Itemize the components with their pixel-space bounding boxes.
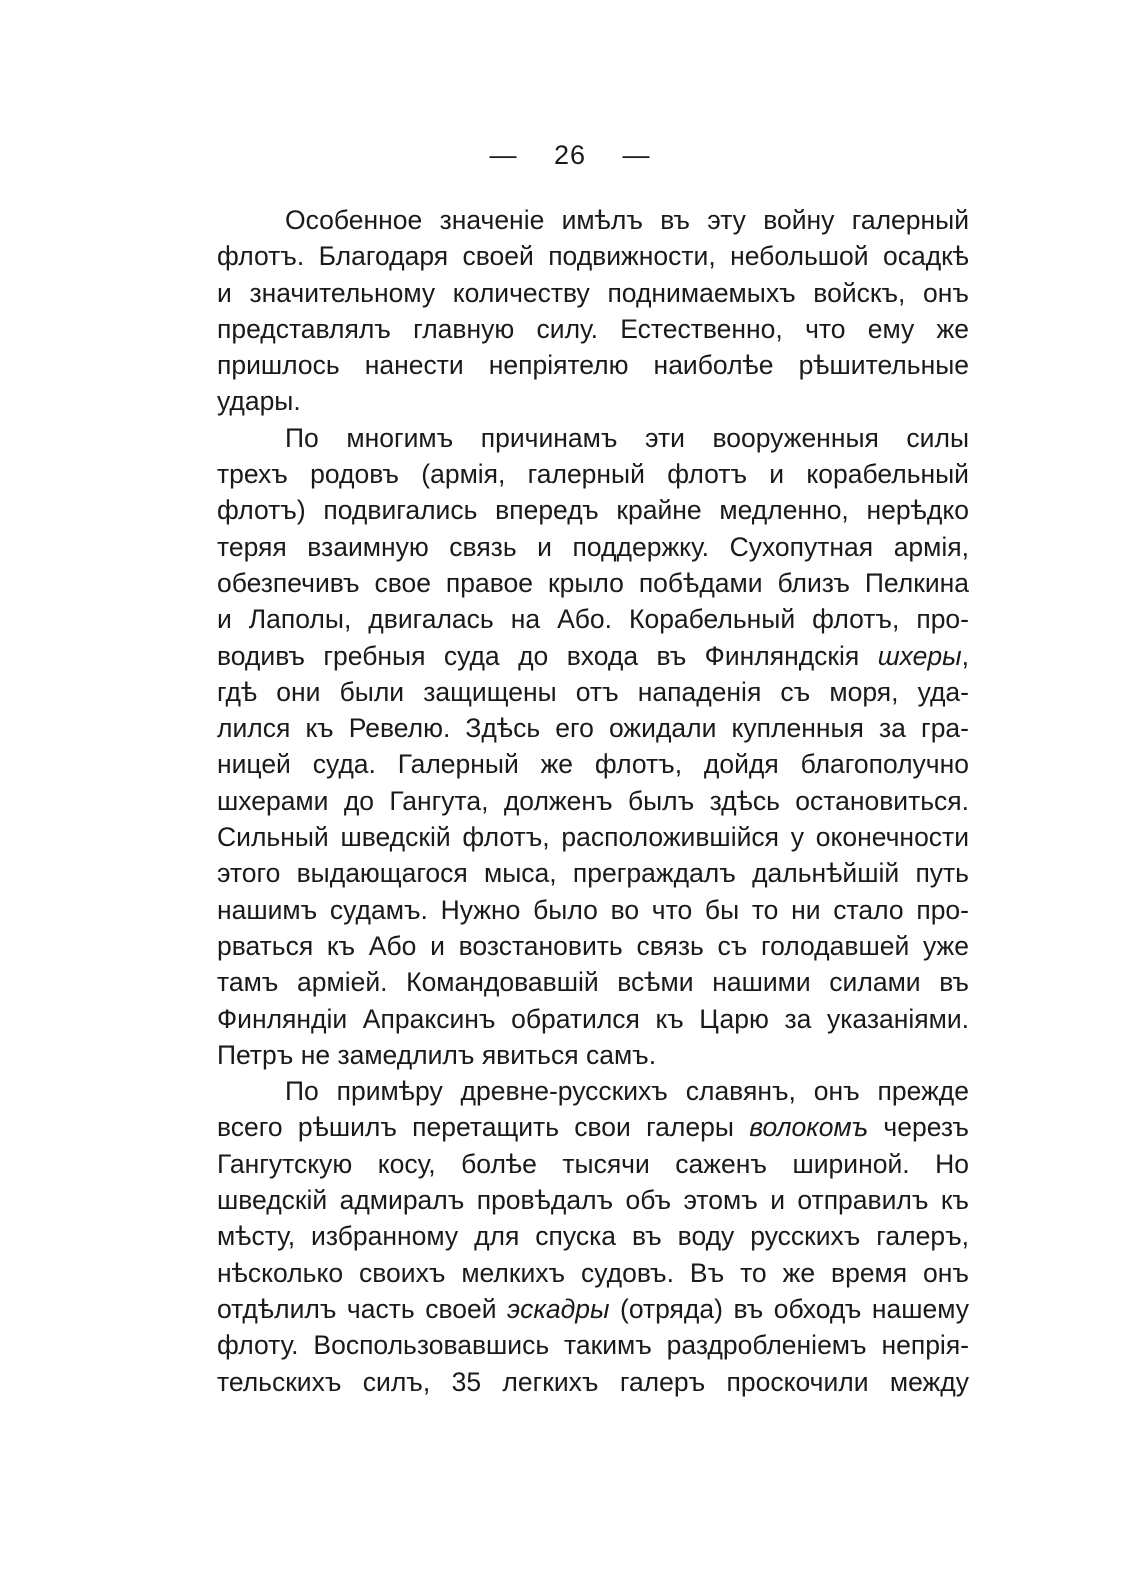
text-run: отдѣлилъ часть своей <box>217 1293 508 1324</box>
text-line: Финляндіи Апраксинъ обратился къ Царю за указаніями. <box>217 1003 969 1034</box>
text-line: и значительному количеству поднимаемыхъ войскъ, онъ <box>217 277 969 308</box>
text-line: и Лаполы, двигалась на Або. Корабельный флотъ, про- <box>217 604 969 635</box>
text-line: Петръ не замедлилъ явиться самъ. <box>217 1039 657 1070</box>
page-number-value: 26 <box>553 140 587 170</box>
page-number-dash-right: — <box>622 140 651 170</box>
text-line: нѣсколько своихъ мелкихъ судовъ. Въ то же время онъ <box>217 1257 969 1288</box>
text-line: Особенное значеніе имѣлъ въ эту войну галерный <box>285 205 969 235</box>
text-run: черезъ <box>868 1112 969 1143</box>
italic-term-volokom: волокомъ <box>749 1112 869 1143</box>
text-line: Гангутскую косу, болѣе тысячи саженъ шириной. Но <box>217 1148 969 1179</box>
text-line: тамъ арміей. Командовавшій всѣми нашими силами въ <box>217 967 969 998</box>
italic-term-shkhery: шхеры <box>877 640 962 671</box>
text-line-with-italic <box>217 1109 969 1145</box>
text-run: (отряда) въ обходъ нашему <box>609 1293 969 1324</box>
text-line: теряя взаимную связь и поддержку. Сухопутная армія, <box>217 531 969 562</box>
text-line: нашимъ судамъ. Нужно было во что бы то ни стало про- <box>217 894 969 925</box>
text-run: , <box>961 640 969 671</box>
text-line: рваться къ Або и возстановить связь съ голодавшей уже <box>217 930 969 961</box>
text-run: всего рѣшилъ перетащить свои галеры <box>217 1112 750 1143</box>
text-line: флотъ) подвигались впередъ крайне медленно, нерѣдко <box>217 495 969 526</box>
text-line: трехъ родовъ (армія, галерный флотъ и корабельный <box>217 459 969 490</box>
text-line: По примѣру древне-русскихъ славянъ, онъ прежде <box>285 1076 969 1107</box>
text-line: шхерами до Гангута, долженъ былъ здѣсь остановиться. <box>217 785 969 816</box>
text-line: этого выдающагося мыса, преграждалъ дальнѣйшій путь <box>217 858 969 889</box>
text-line: По многимъ причинамъ эти вооруженныя силы <box>285 422 969 453</box>
text-line: тельскихъ силъ, 35 легкихъ галеръ проскочили между <box>217 1366 969 1397</box>
text-line: флотъ. Благодаря своей подвижности, небольшой осадкѣ <box>217 241 969 272</box>
text-line: обезпечивъ свое правое крыло побѣдами близъ Пелкина <box>217 567 969 598</box>
page-number <box>0 140 1140 171</box>
page-number-dash-left: — <box>489 140 518 170</box>
text-line: представлялъ главную силу. Естественно, что ему же <box>217 313 969 344</box>
text-line-with-italic <box>217 638 969 674</box>
text-line: лился къ Ревелю. Здѣсь его ожидали купленныя за гра- <box>217 713 969 744</box>
text-line: флоту. Воспользовавшись такимъ раздробленіемъ непрія- <box>217 1330 969 1361</box>
text-line: Сильный шведскій флотъ, расположившійся у оконечности <box>217 822 969 853</box>
text-line: удары. <box>217 386 301 417</box>
text-line: ницей суда. Галерный же флотъ, дойдя благополучно <box>217 749 969 780</box>
text-line: мѣсту, избранному для спуска въ воду русскихъ галеръ, <box>217 1221 969 1252</box>
body-text <box>217 202 969 1400</box>
text-line: пришлось нанести непріятелю наиболѣе рѣшительные <box>217 350 969 381</box>
text-line: гдѣ они были защищены отъ нападенія съ моря, уда- <box>217 676 969 707</box>
text-line-with-italic <box>217 1291 969 1327</box>
text-line: шведскій адмиралъ провѣдалъ объ этомъ и отправилъ къ <box>217 1185 969 1216</box>
italic-term-eskadry: эскадры <box>507 1293 610 1324</box>
text-run: водивъ гребныя суда до входа въ Финляндскія <box>217 640 878 671</box>
